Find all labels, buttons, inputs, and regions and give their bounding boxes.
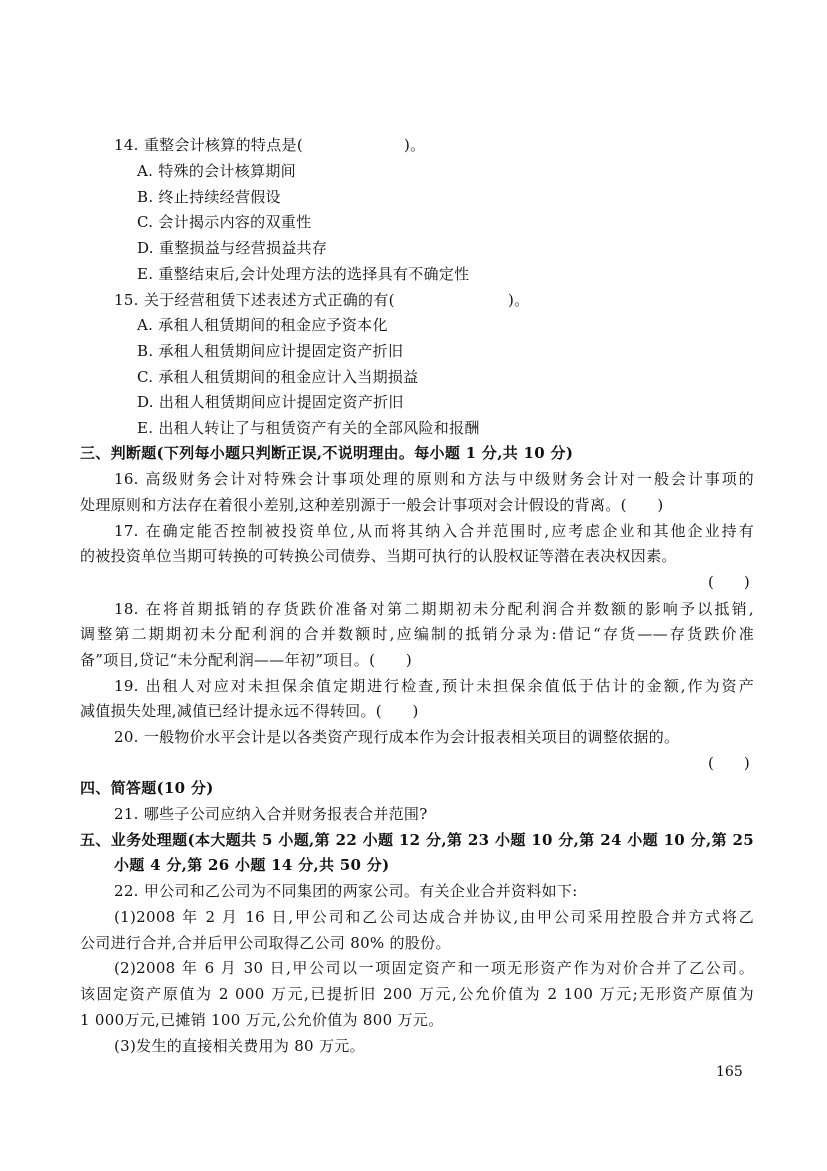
q15-option-a: A. 承租人租赁期间的租金应予资本化 bbox=[137, 316, 388, 334]
q14-option-e: E. 重整结束后,会计处理方法的选择具有不确定性 bbox=[137, 265, 470, 283]
page-number: 165 bbox=[716, 1064, 743, 1080]
section5-heading-line-2: 小题 4 分,第 26 小题 14 分,共 50 分) bbox=[114, 856, 390, 874]
q22-item2-line-3: 1 000万元,已摊销 100 万元,公允价值为 800 万元。 bbox=[80, 1011, 444, 1029]
section5-heading-line-1: 五、业务处理题(本大题共 5 小题,第 22 小题 12 分,第 23 小题 10 分,第 24 小题 10 分,第 25 bbox=[80, 831, 754, 849]
q16-line-2: 处理原则和方法存在着很小差别,这种差别源于一般会计事项对会计假设的背离。( ) bbox=[80, 496, 664, 514]
q20-line-1: 20. 一般物价水平会计是以各类资产现行成本作为会计报表相关项目的调整依据的。 bbox=[114, 728, 680, 746]
q19-line-2: 减值损失处理,减值已经计提永远不得转回。( ) bbox=[80, 702, 419, 720]
q15-stem: 15. 关于经营租赁下述表述方式正确的有( bbox=[114, 291, 395, 309]
q17-line-1: 17. 在确定能否控制被投资单位,从而将其纳入合并范围时,应考虑企业和其他企业持有 bbox=[114, 522, 754, 540]
q22-item2-line-1: (2)2008 年 6 月 30 日,甲公司以一项固定资产和一项无形资产作为对价合并了乙公司。 bbox=[114, 959, 754, 977]
q18-line-1: 18. 在将首期抵销的存货跌价准备对第二期期初未分配利润合并数额的影响予以抵销, bbox=[114, 600, 754, 618]
q14-option-d: D. 重整损益与经营损益共存 bbox=[137, 239, 328, 257]
q14-option-b: B. 终止持续经营假设 bbox=[137, 188, 281, 206]
q18-line-3: 备”项目,贷记“未分配利润——年初”项目。( ) bbox=[80, 651, 412, 669]
q19-line-1: 19. 出租人对应对未担保余值定期进行检查,预计未担保余值低于估计的金额,作为资产 bbox=[114, 677, 754, 695]
q18-line-2: 调整第二期期初未分配利润的合并数额时,应编制的抵销分录为:借记“存货——存货跌价准 bbox=[80, 625, 754, 643]
q15-stem-close: )。 bbox=[508, 291, 530, 309]
q14-option-a: A. 特殊的会计核算期间 bbox=[137, 162, 296, 180]
q22-item1-line-1: (1)2008 年 2 月 16 日,甲公司和乙公司达成合并协议,由甲公司采用控股合并方式将乙 bbox=[114, 908, 754, 926]
q17-line-2: 的被投资单位当期可转换的可转换公司债券、当期可执行的认股权证等潜在表决权因素。 bbox=[80, 547, 677, 565]
q14-stem: 14. 重整会计核算的特点是( bbox=[114, 136, 303, 154]
q14-stem-close: )。 bbox=[404, 136, 426, 154]
q22-item3-line-1: (3)发生的直接相关费用为 80 万元。 bbox=[114, 1037, 365, 1055]
section3-heading: 三、判断题(下列每小题只判断正误,不说明理由。每小题 1 分,共 10 分) bbox=[80, 444, 574, 462]
q22-item2-line-2: 该固定资产原值为 2 000 万元,已提折旧 200 万元,公允价值为 2 100 万元;无形资产原值为 bbox=[80, 985, 754, 1003]
q20-answer-blank: ( ) bbox=[708, 754, 750, 772]
q15-option-e: E. 出租人转让了与租赁资产有关的全部风险和报酬 bbox=[137, 419, 480, 437]
q14-option-c: C. 会计揭示内容的双重性 bbox=[137, 213, 312, 231]
q15-option-b: B. 承租人租赁期间应计提固定资产折旧 bbox=[137, 342, 404, 360]
q22-item1-line-2: 公司进行合并,合并后甲公司取得乙公司 80% 的股份。 bbox=[80, 934, 451, 952]
q15-option-d: D. 出租人租赁期间应计提固定资产折旧 bbox=[137, 393, 404, 411]
q17-answer-blank: ( ) bbox=[708, 573, 750, 591]
section4-heading: 四、简答题(10 分) bbox=[80, 779, 214, 797]
q21-line-1: 21. 哪些子公司应纳入合并财务报表合并范围? bbox=[114, 805, 428, 823]
q22-intro: 22. 甲公司和乙公司为不同集团的两家公司。有关企业合并资料如下: bbox=[114, 882, 578, 900]
q16-line-1: 16. 高级财务会计对特殊会计事项处理的原则和方法与中级财务会计对一般会计事项的 bbox=[114, 470, 754, 488]
q15-option-c: C. 承租人租赁期间的租金应计入当期损益 bbox=[137, 368, 419, 386]
